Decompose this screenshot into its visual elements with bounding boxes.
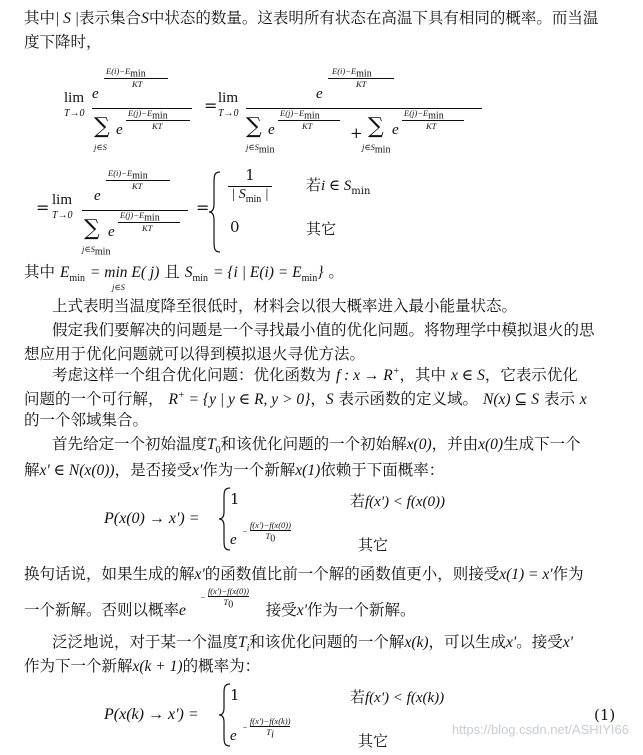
paragraph-7-line-2: 一个新解。否则以概率e 接受x'作为一个新解。 [24,601,416,619]
paragraph-1-line-1: 其中| S |表示集合S中状态的数量。这表明所有状态在高温下具有相同的概率。而当温 [24,9,599,27]
equation-acceptance-0: P(x(0) → x') = 1 若f(x') < f(x(0)) e − $\frac{f(x')-f(x(0))}{T_0}$ 其它 [104,486,524,556]
paragraph-4-line-2: 想应用于优化问题就可以得到模拟退火寻优方法。 [24,345,366,363]
paragraph-1-line-2: 度下降时， [24,33,102,51]
paragraph-2: 其中 $E_{min} = \min E$( j) 且 $S_{min} = \{i$ | $E(i) = E_{min}$} 。 [24,263,344,285]
paragraph-5-line-3: 的一个邻域集合。 [24,411,149,429]
paragraph-5-line-1: 考虑这样一个组合优化问题：优化函数为 f : x → R+，其中 x ∈ S，它表示优化 [52,366,578,385]
watermark: https://blog.csdn.net/ASHIYI66 [451,722,629,737]
paragraph-4-line-1: 假定我们要解决的问题是一个寻找最小值的优化问题。将物理学中模拟退火的思 [52,321,595,339]
equation-acceptance-k: P(x(k) → x') = 1 若f(x') < f(x(k)) e − $\frac{f(x')-f(x(k))}{T_i}$ 其它 (1) [104,682,624,752]
paragraph-7-line-1: 换句话说，如果生成的解x'的函数值比前一个解的函数值更小，则接受x(1) = x'作为 [24,565,584,583]
equation-limit-2: = lim T→0 e $E(i)-E_{min}$ KT ∑ $j\in S_{min}$ e $E(j)-E_{min}$ KT = 1 | $S_{min}$ | 若i ∈ $S_{min}$ 0 其它 [36,166,371,258]
paragraph-3: 上式表明当温度降至很低时，材料会以很大概率进入最小能量状态。 [52,297,518,315]
inline-exponent: − $\frac{f(x')-f(x(0))}{T_0}$ [200,586,249,611]
paragraph-8-line-1: 泛泛地说，对于某一个温度$T_i$和该优化问题的一个解x(k)，可以生成x'。接受x' [52,633,573,655]
equation-limit-1: lim T→0 e $E(i)-E_{min}$ KT ∑ j∈S e $E(j)-E_{min}$ KT = lim T→0 e $E(i)-E_{min}$ KT ∑ $j\in S_{min}$ e $E(j)-E_{min}$ KT + ∑ $j\in S_{min}$ e $E(j)-E_{min}$ KT [64,62,484,162]
min-subscript: j∈S [112,282,125,292]
left-brace-1 [208,170,222,254]
paragraph-5-line-2: 问题的一个可行解， R+ = {y | y ∈ R, y > 0}，S 表示函数的定义域。 N(x) ⊆ S 表示 x [24,390,587,409]
paragraph-6-line-2: 解x' ∈ N(x(0))，是否接受x'作为一个新解x(1)依赖于下面概率： [24,461,445,479]
paragraph-8-line-2: 作为下一个新解x(k + 1)的概率为： [24,657,261,675]
paragraph-6-line-1: 首先给定一个初始温度$T_0$和该优化问题的一个初始解x(0)，并由x(0)生成下一个 [52,435,581,457]
